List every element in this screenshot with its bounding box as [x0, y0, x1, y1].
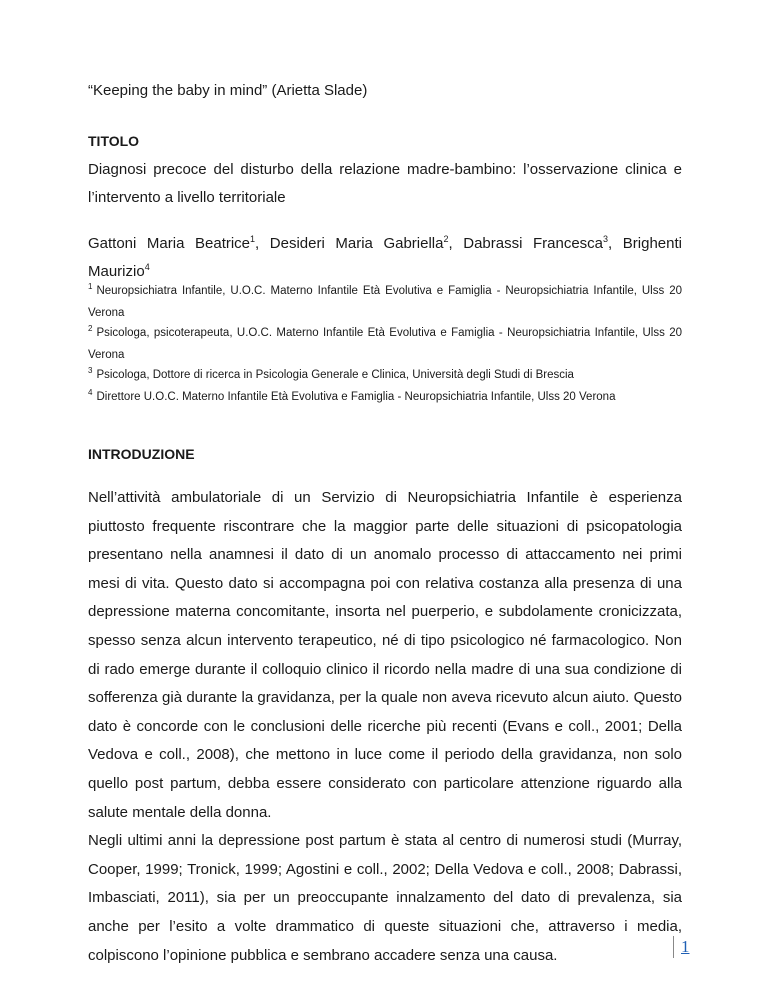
author-list: Gattoni Maria Beatrice$^1$, Desideri Maria Gabriella$^2$, Dabrassi Francesca$^3$, Brighenti Maurizio$^4$ [88, 234, 682, 280]
titolo-heading: TITOLO [88, 133, 140, 149]
author-affiliation-mark: 4 [144, 262, 150, 272]
affiliation-4: $^4$ Direttore U.O.C. Materno Infantile Età Evolutiva e Famiglia - Neuropsichiatria Infantile, Ulss 20 Verona [88, 388, 616, 403]
author-name: Desideri Maria Gabriella [269, 235, 444, 252]
affiliation-1: $^1$ Neuropsichiatra Infantile, U.O.C. Materno Infantile Età Evolutiva e Famiglia - Neuropsichiatria Infantile, Ulss 20 Verona [88, 282, 682, 319]
author-affiliation-mark: 2 [443, 234, 449, 244]
epigraph-quote: “Keeping the baby in mind” (Arietta Slade) [88, 82, 368, 99]
body-text [88, 484, 682, 970]
section-heading-introduzione: INTRODUZIONE [88, 446, 195, 462]
paper-title: Diagnosi precoce del disturbo della relazione madre-bambino: l’osservazione clinica e l’intervento a livello territoriale [88, 161, 682, 206]
paragraph: Nell’attività ambulatoriale di un Servizio di Neuropsichiatria Infantile è esperienza piuttosto frequente riscontrare che la maggior parte delle situazioni di psicopatologia presentano nella anamnesi il dato di un anomalo processo di attaccamento nei primi mesi di vita. Questo dato si accompagna poi con relativa costanza alla presenza di una depressione materna concomitante, insorta nel puerperio, e subdolamente cronicizzata, spesso senza alcun intervento terapeutico, né di tipo psicologico né farmacologico. Non di rado emerge durante il colloquio clinico il ricordo nella madre di una sua condizione di sofferenza già durante la gravidanza, per la quale non aveva ricevuto alcun aiuto. Questo dato è concorde con le conclusioni delle ricerche più recenti (Evans e coll., 2001; Della Vedova e coll., 2008), che mettono in luce come il periodo della gravidanza, non solo quello post partum, debba essere considerato con particolare attenzione riguardo alla salute mentale della donna. [88, 489, 682, 821]
author-affiliation-mark: 3 [603, 234, 609, 244]
affiliation-3: $^3$ Psicologa, Dottore di ricerca in Psicologia Generale e Clinica, Università degli Studi di Brescia [88, 366, 574, 381]
author-affiliation-mark: 1 [250, 234, 256, 244]
author-name: Brighenti Maurizio [88, 235, 682, 280]
page-number[interactable]: 1 [673, 936, 690, 958]
author-name: Gattoni Maria Beatrice [88, 235, 251, 252]
author-name: Dabrassi Francesca [463, 235, 604, 252]
affiliation-2: $^2$ Psicologa, psicoterapeuta, U.O.C. Materno Infantile Età Evolutiva e Famiglia - Neuropsichiatria Infantile, Ulss 20 Verona [88, 324, 682, 361]
paragraph: Negli ultimi anni la depressione post partum è stata al centro di numerosi studi (Murray, Cooper, 1999; Tronick, 1999; Agostini e coll., 2002; Della Vedova e coll., 2008; Dabrassi, Imbasciati, 2011), sia per un preoccupante innalzamento del dato di prevalenza, sia anche per l’esito a volte drammatico di queste situazioni che, attraverso i media, colpiscono l’opinione pubblica e sembrano accadere senza una causa. [88, 832, 682, 964]
